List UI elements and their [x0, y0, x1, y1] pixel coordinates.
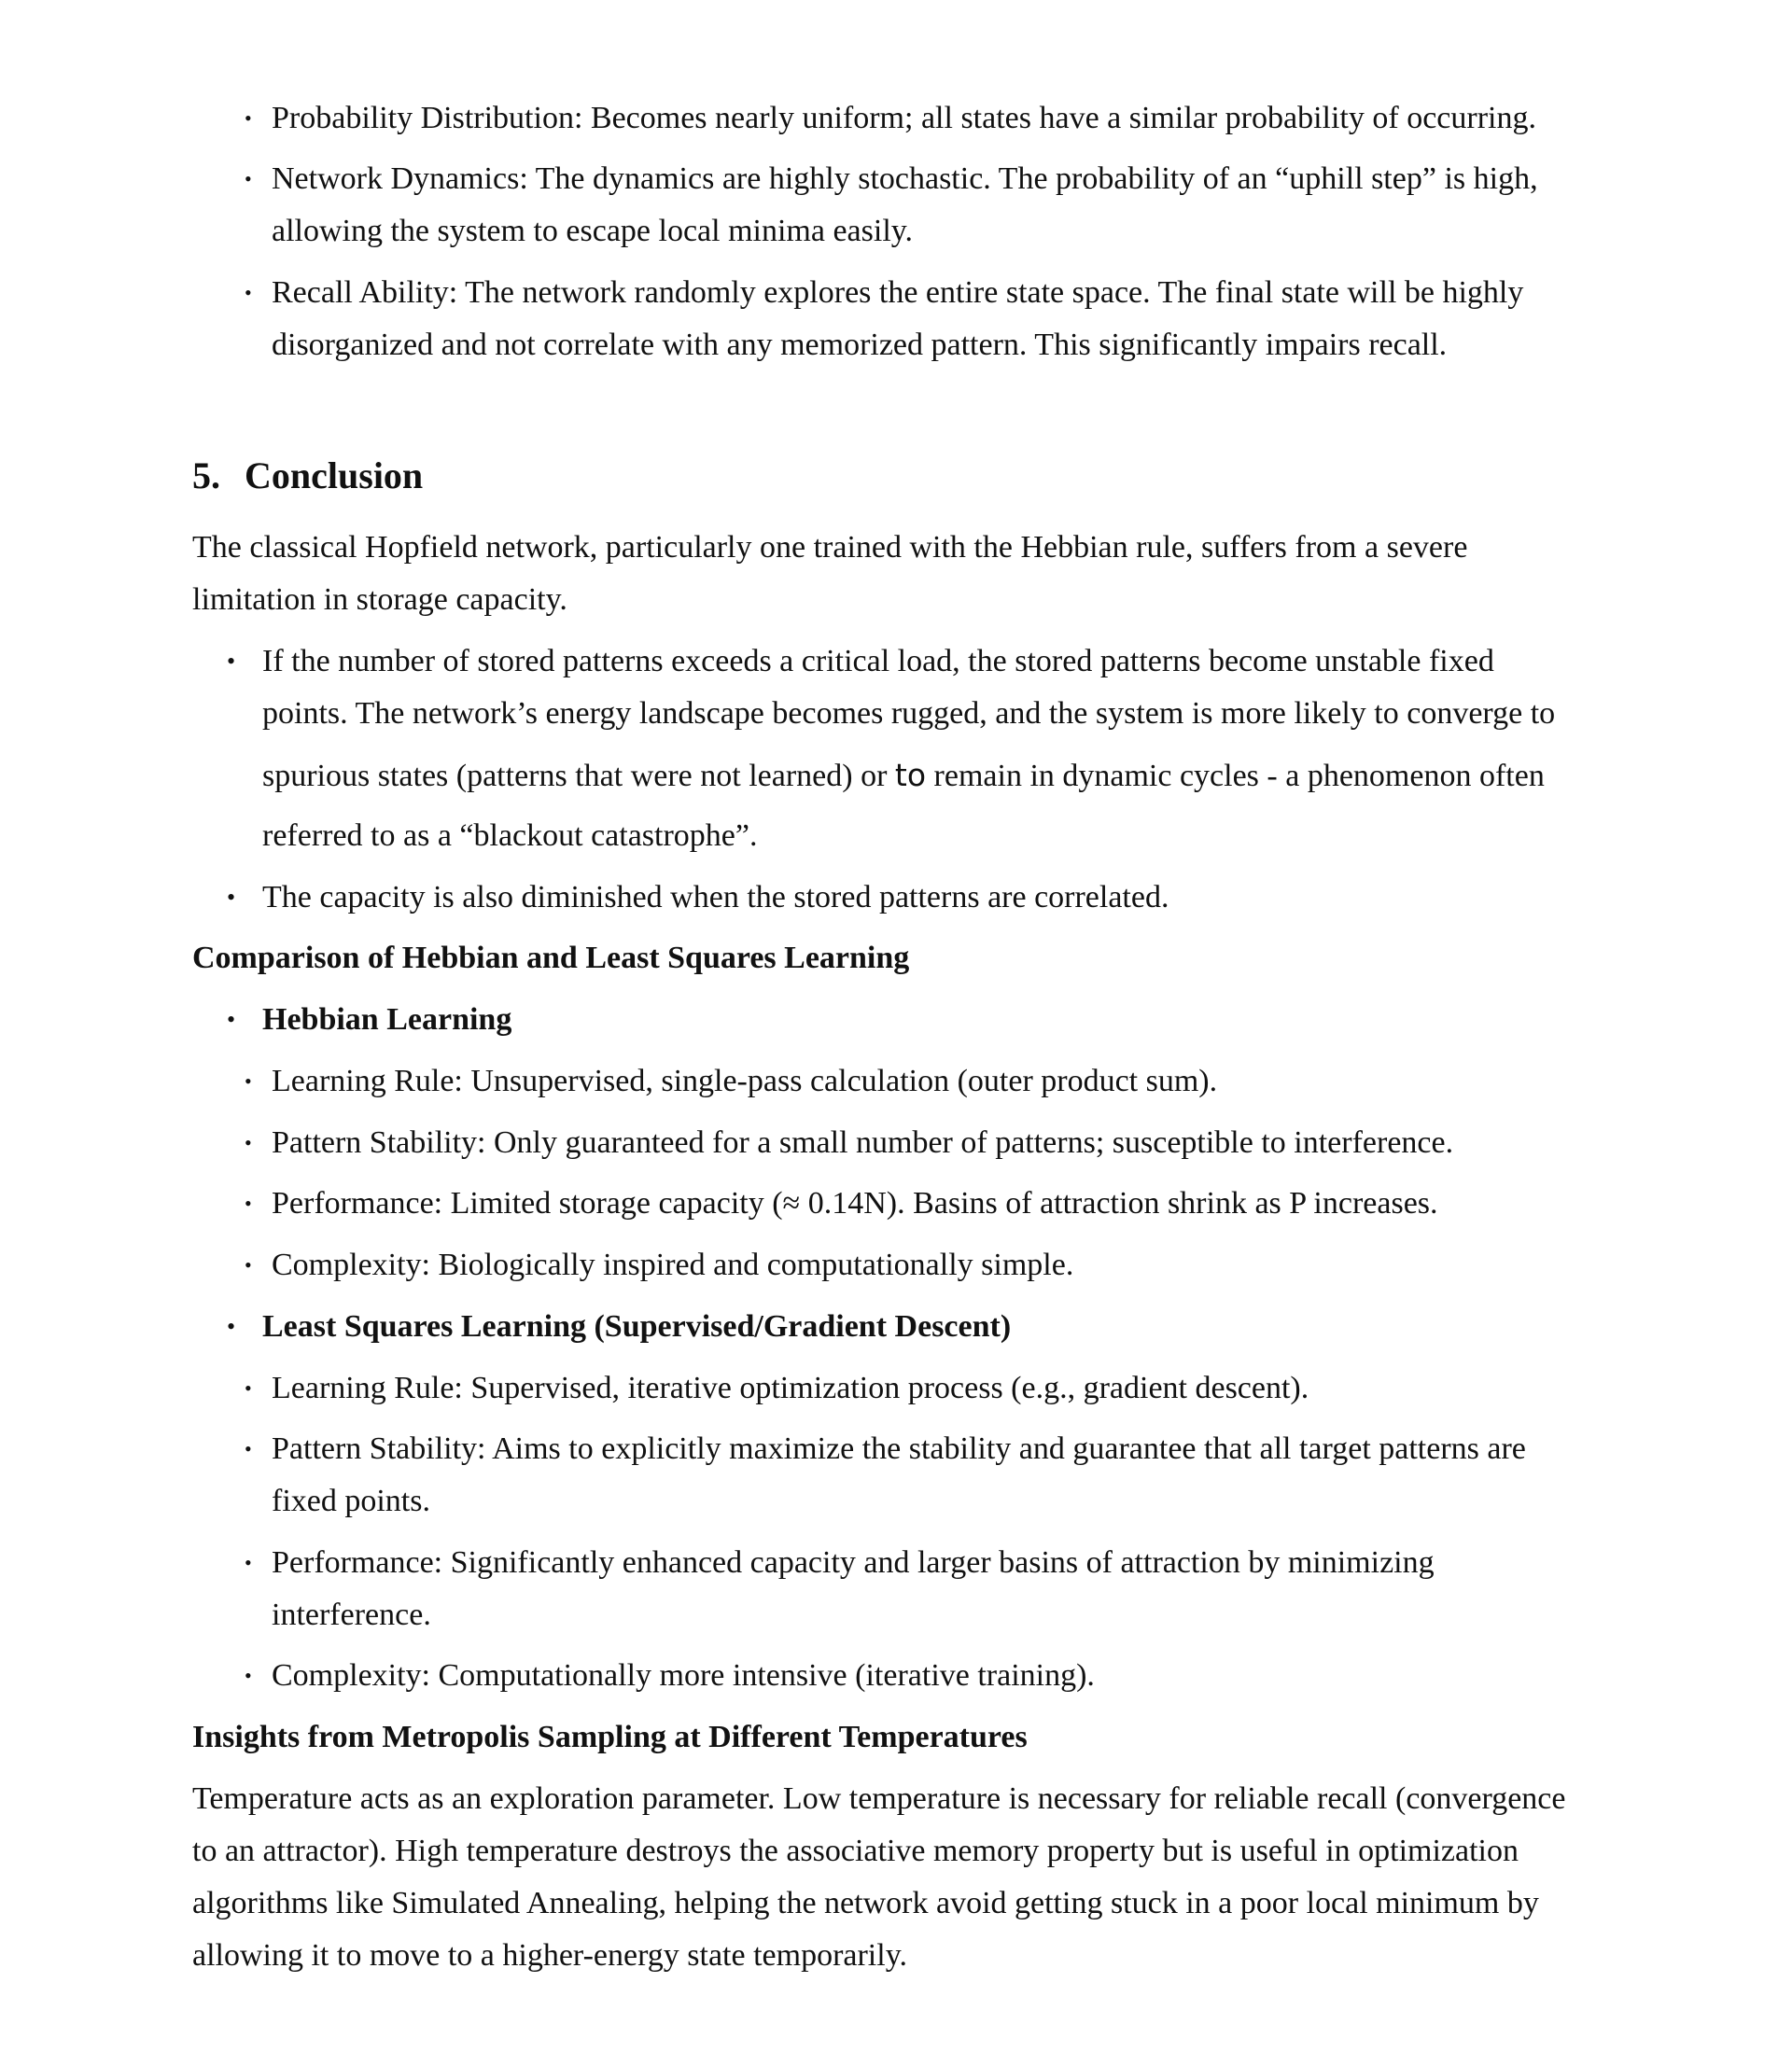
- bullet-icon: •: [245, 1376, 252, 1400]
- paragraph-line: The classical Hopfield network, particularly one trained with the Hebbian rule, suffers from a severe: [192, 530, 1468, 565]
- paragraph-line: allowing it to move to a higher-energy state temporarily.: [192, 1938, 907, 1973]
- bullet-icon: •: [227, 1313, 236, 1340]
- bullet-icon: •: [245, 1069, 252, 1093]
- bullet-icon: •: [227, 648, 236, 675]
- bullet-icon: •: [245, 1664, 252, 1687]
- bullet-icon: •: [245, 1551, 252, 1574]
- subheading: Insights from Metropolis Sampling at Different Temperatures: [192, 1720, 1028, 1754]
- bullet-icon: •: [227, 1006, 236, 1033]
- section-heading: 5. Conclusion: [192, 454, 424, 496]
- paragraph-line: algorithms like Simulated Annealing, helping the network avoid getting stuck in a poor local minimum by: [192, 1886, 1539, 1920]
- bullet-icon: •: [245, 1192, 252, 1215]
- paragraph-line: to an attractor). High temperature destroys the associative memory property but is useful in optimization: [192, 1834, 1519, 1868]
- bullet-icon: •: [245, 1437, 252, 1460]
- subheading: Comparison of Hebbian and Least Squares Learning: [192, 941, 910, 975]
- bullet-icon: •: [245, 1131, 252, 1154]
- bullet-icon: •: [245, 281, 252, 304]
- document-page: • Probability Distribution: Becomes nearly uniform; all states have a similar probability of occurring. • Network Dynamics: The dynamics are highly stochastic. The probability of an “uphill step” is high, allowing the system to escape local minima easily. • Recall Ability: The network randomly explores the entire state space. The final state will be highly disorganized and not correlate with any memorized pattern. This significantly impairs recall. 5. Conclusion The classical Hopfield network, particularly one trained with the Hebbian rule, suffers from a severe limitation in storage capacity. • If the number of stored patterns exceeds a critical load, the stored patterns become unstable fixed points. The network’s energy landscape becomes rugged, and the system is more likely to converge to spurious states (patterns that were not learned) or to remain in dynamic cycles - a phenomenon often referred to as a “blackout catastrophe”. • The capacity is also diminished when the stored patterns are correlated. Comparison of Hebbian and Least Squares Learning • Hebbian Learning • Learning Rule: Unsupervised, single-pass calculation (outer product sum). • Pattern Stability: Only guaranteed for a small number of patterns; susceptible to interference. • Performance: Limited storage capacity (≈ 0.14N). Basins of attraction shrink as P increases. • Complexity: Biologically inspired and computationally simple. • Least Squares Learning (Supervised/Gradient Descent) • Learning Rule: Supervised, iterative optimization process (e.g., gradient descent). • Pattern Stability: Aims to explicitly maximize the stability and guarantee that all target patterns are fixed points. • Performance: Significantly enhanced capacity and larger basins of attraction by minimizing interference. • Complexity: Computationally more intensive (iterative training). Insights from Metropolis Sampling at Different Temperatures Temperature acts as an exploration parameter. Low temperature is necessary for reliable recall (convergence to an attractor). High temperature destroys the associative memory property but is useful in optimization algorithms like Simulated Annealing, helping the network avoid getting stuck in a poor local minimum by allowing it to move to a higher-energy state temporarily.: [0, 0, 1792, 2066]
- bullet-icon: •: [245, 106, 252, 130]
- bullet-icon: •: [245, 167, 252, 190]
- paragraph-line: limitation in storage capacity.: [192, 582, 567, 617]
- paragraph-line: Temperature acts as an exploration parameter. Low temperature is necessary for reliable recall (convergence: [192, 1781, 1566, 1816]
- bullet-icon: •: [245, 1253, 252, 1277]
- bullet-icon: •: [227, 884, 236, 911]
